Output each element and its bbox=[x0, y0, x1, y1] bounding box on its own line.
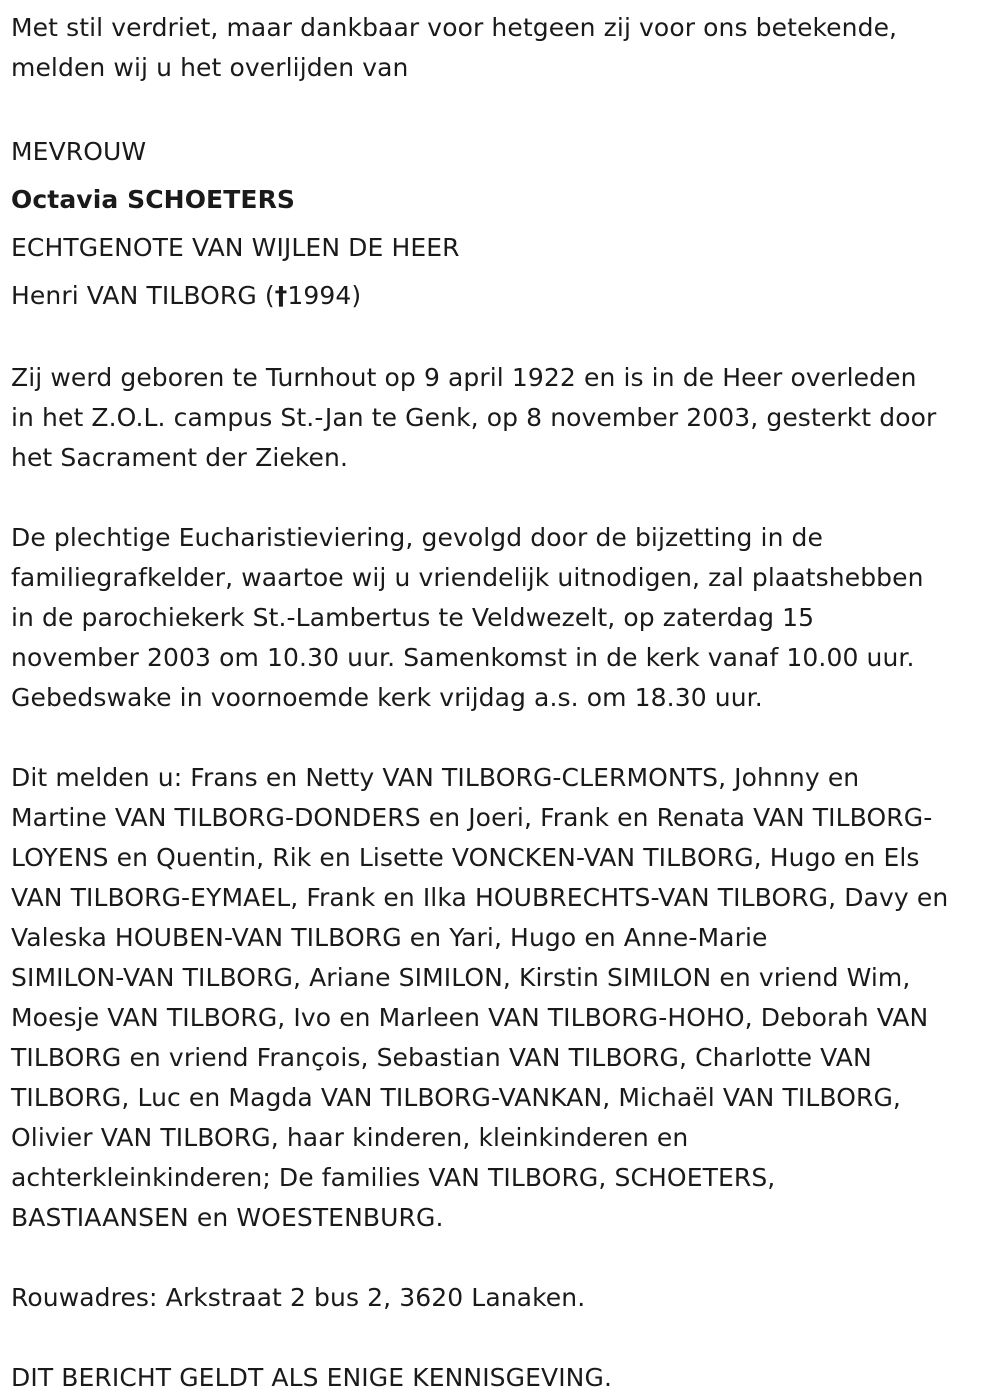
intro-line: Met stil verdriet, maar dankbaar voor hetgeen zij voor ons betekende, bbox=[11, 13, 898, 42]
birth-death-line: Zij werd geboren te Turnhout op 9 april 1922 en is in de Heer overleden bbox=[11, 363, 917, 392]
spouse-death-year: 1994) bbox=[287, 281, 362, 310]
closing-notice: DIT BERICHT GELDT ALS ENIGE KENNISGEVING. bbox=[11, 1363, 612, 1392]
family-line: BASTIAANSEN en WOESTENBURG. bbox=[11, 1203, 444, 1232]
obituary-document bbox=[11, 8, 991, 1398]
birth-death-line: het Sacrament der Zieken. bbox=[11, 443, 349, 472]
family-line: TILBORG en vriend François, Sebastian VAN TILBORG, Charlotte VAN bbox=[11, 1043, 872, 1072]
family-line: SIMILON-VAN TILBORG, Ariane SIMILON, Kirstin SIMILON en vriend Wim, bbox=[11, 963, 911, 992]
cross-icon: † bbox=[274, 281, 288, 310]
relation-text: ECHTGENOTE VAN WIJLEN DE HEER bbox=[11, 233, 460, 262]
family-line: Valeska HOUBEN-VAN TILBORG en Yari, Hugo en Anne-Marie bbox=[11, 923, 768, 952]
family-line: VAN TILBORG-EYMAEL, Frank en Ilka HOUBRECHTS-VAN TILBORG, Davy en bbox=[11, 883, 949, 912]
family-line: Dit melden u: Frans en Netty VAN TILBORG-CLERMONTS, Johnny en bbox=[11, 763, 860, 792]
family-line: Moesje VAN TILBORG, Ivo en Marleen VAN TILBORG-HOHO, Deborah VAN bbox=[11, 1003, 929, 1032]
ceremony-line: in de parochiekerk St.-Lambertus te Veldwezelt, op zaterdag 15 bbox=[11, 603, 815, 632]
intro-paragraph bbox=[11, 8, 991, 88]
honorific: MEVROUW bbox=[11, 137, 147, 166]
family-line: LOYENS en Quentin, Rik en Lisette VONCKEN-VAN TILBORG, Hugo en Els bbox=[11, 843, 920, 872]
spouse-line bbox=[11, 272, 991, 320]
family-paragraph bbox=[11, 758, 991, 1238]
ceremony-paragraph bbox=[11, 518, 991, 718]
family-line: achterkleinkinderen; De families VAN TILBORG, SCHOETERS, bbox=[11, 1163, 776, 1192]
intro-line: melden wij u het overlijden van bbox=[11, 53, 409, 82]
family-line: TILBORG, Luc en Magda VAN TILBORG-VANKAN, Michaël VAN TILBORG, bbox=[11, 1083, 901, 1112]
ceremony-line: familiegrafkelder, waartoe wij u vriendelijk uitnodigen, zal plaatshebben bbox=[11, 563, 924, 592]
spouse-name: Henri VAN TILBORG ( bbox=[11, 281, 275, 310]
deceased-name: Octavia SCHOETERS bbox=[11, 185, 296, 214]
family-line: Olivier VAN TILBORG, haar kinderen, kleinkinderen en bbox=[11, 1123, 689, 1152]
ceremony-line: Gebedswake in voornoemde kerk vrijdag a.s. om 18.30 uur. bbox=[11, 683, 763, 712]
birth-death-line: in het Z.O.L. campus St.-Jan te Genk, op 8 november 2003, gesterkt door bbox=[11, 403, 937, 432]
family-line: Martine VAN TILBORG-DONDERS en Joeri, Frank en Renata VAN TILBORG- bbox=[11, 803, 933, 832]
mourning-address: Rouwadres: Arkstraat 2 bus 2, 3620 Lanaken. bbox=[11, 1283, 586, 1312]
birth-death-paragraph bbox=[11, 358, 991, 478]
ceremony-line: november 2003 om 10.30 uur. Samenkomst in de kerk vanaf 10.00 uur. bbox=[11, 643, 915, 672]
ceremony-line: De plechtige Eucharistieviering, gevolgd door de bijzetting in de bbox=[11, 523, 824, 552]
deceased-block bbox=[11, 128, 991, 320]
